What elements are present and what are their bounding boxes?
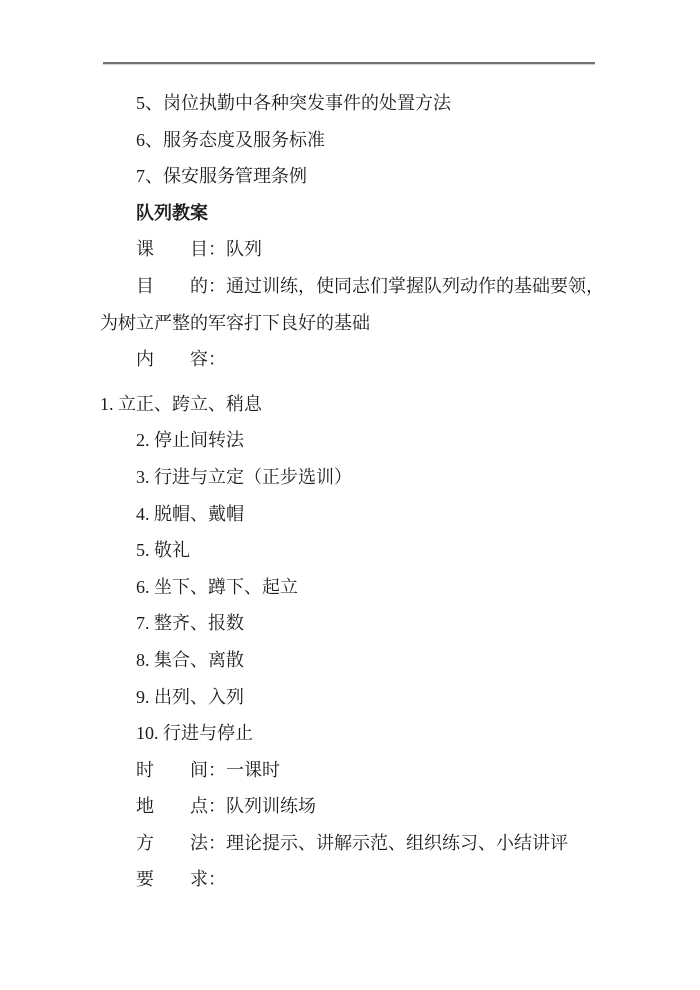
list-item: 5、岗位执勤中各种突发事件的处置方法 bbox=[136, 93, 451, 113]
list-item: 3. 行进与立定（正步选训） bbox=[136, 466, 352, 487]
list-item: 4. 脱帽、戴帽 bbox=[136, 503, 244, 524]
list-item: 6、服务态度及服务标准 bbox=[136, 129, 325, 150]
section-heading: 队列教案 bbox=[136, 202, 208, 223]
field-line: 目 的：通过训练，使同志们掌握队列动作的基础要领，为树立严整的军容打下良好的基础 bbox=[100, 275, 604, 333]
field-line: 课 目：队列 bbox=[136, 239, 262, 260]
list-item: 6. 坐下、蹲下、起立 bbox=[136, 576, 298, 597]
field-line: 时 间：一课时 bbox=[136, 759, 280, 780]
field-line: 方 法：理论提示、讲解示范、组织练习、小结讲评 bbox=[136, 832, 568, 853]
document-body bbox=[100, 85, 610, 898]
list-item: 10. 行进与停止 bbox=[136, 723, 253, 744]
field-line: 内 容： bbox=[136, 349, 226, 370]
list-item: 1. 立正、跨立、稍息 bbox=[100, 393, 262, 414]
list-item: 8. 集合、离散 bbox=[136, 649, 244, 670]
field-line: 地 点：队列训练场 bbox=[136, 796, 316, 817]
header-rule bbox=[103, 62, 595, 64]
list-item: 2. 停止间转法 bbox=[136, 430, 244, 451]
list-item: 5. 敬礼 bbox=[136, 540, 190, 561]
list-item: 7. 整齐、报数 bbox=[136, 613, 244, 634]
list-item: 9. 出列、入列 bbox=[136, 686, 244, 707]
list-item: 7、保安服务管理条例 bbox=[136, 166, 307, 187]
field-line: 要 求： bbox=[136, 869, 226, 890]
